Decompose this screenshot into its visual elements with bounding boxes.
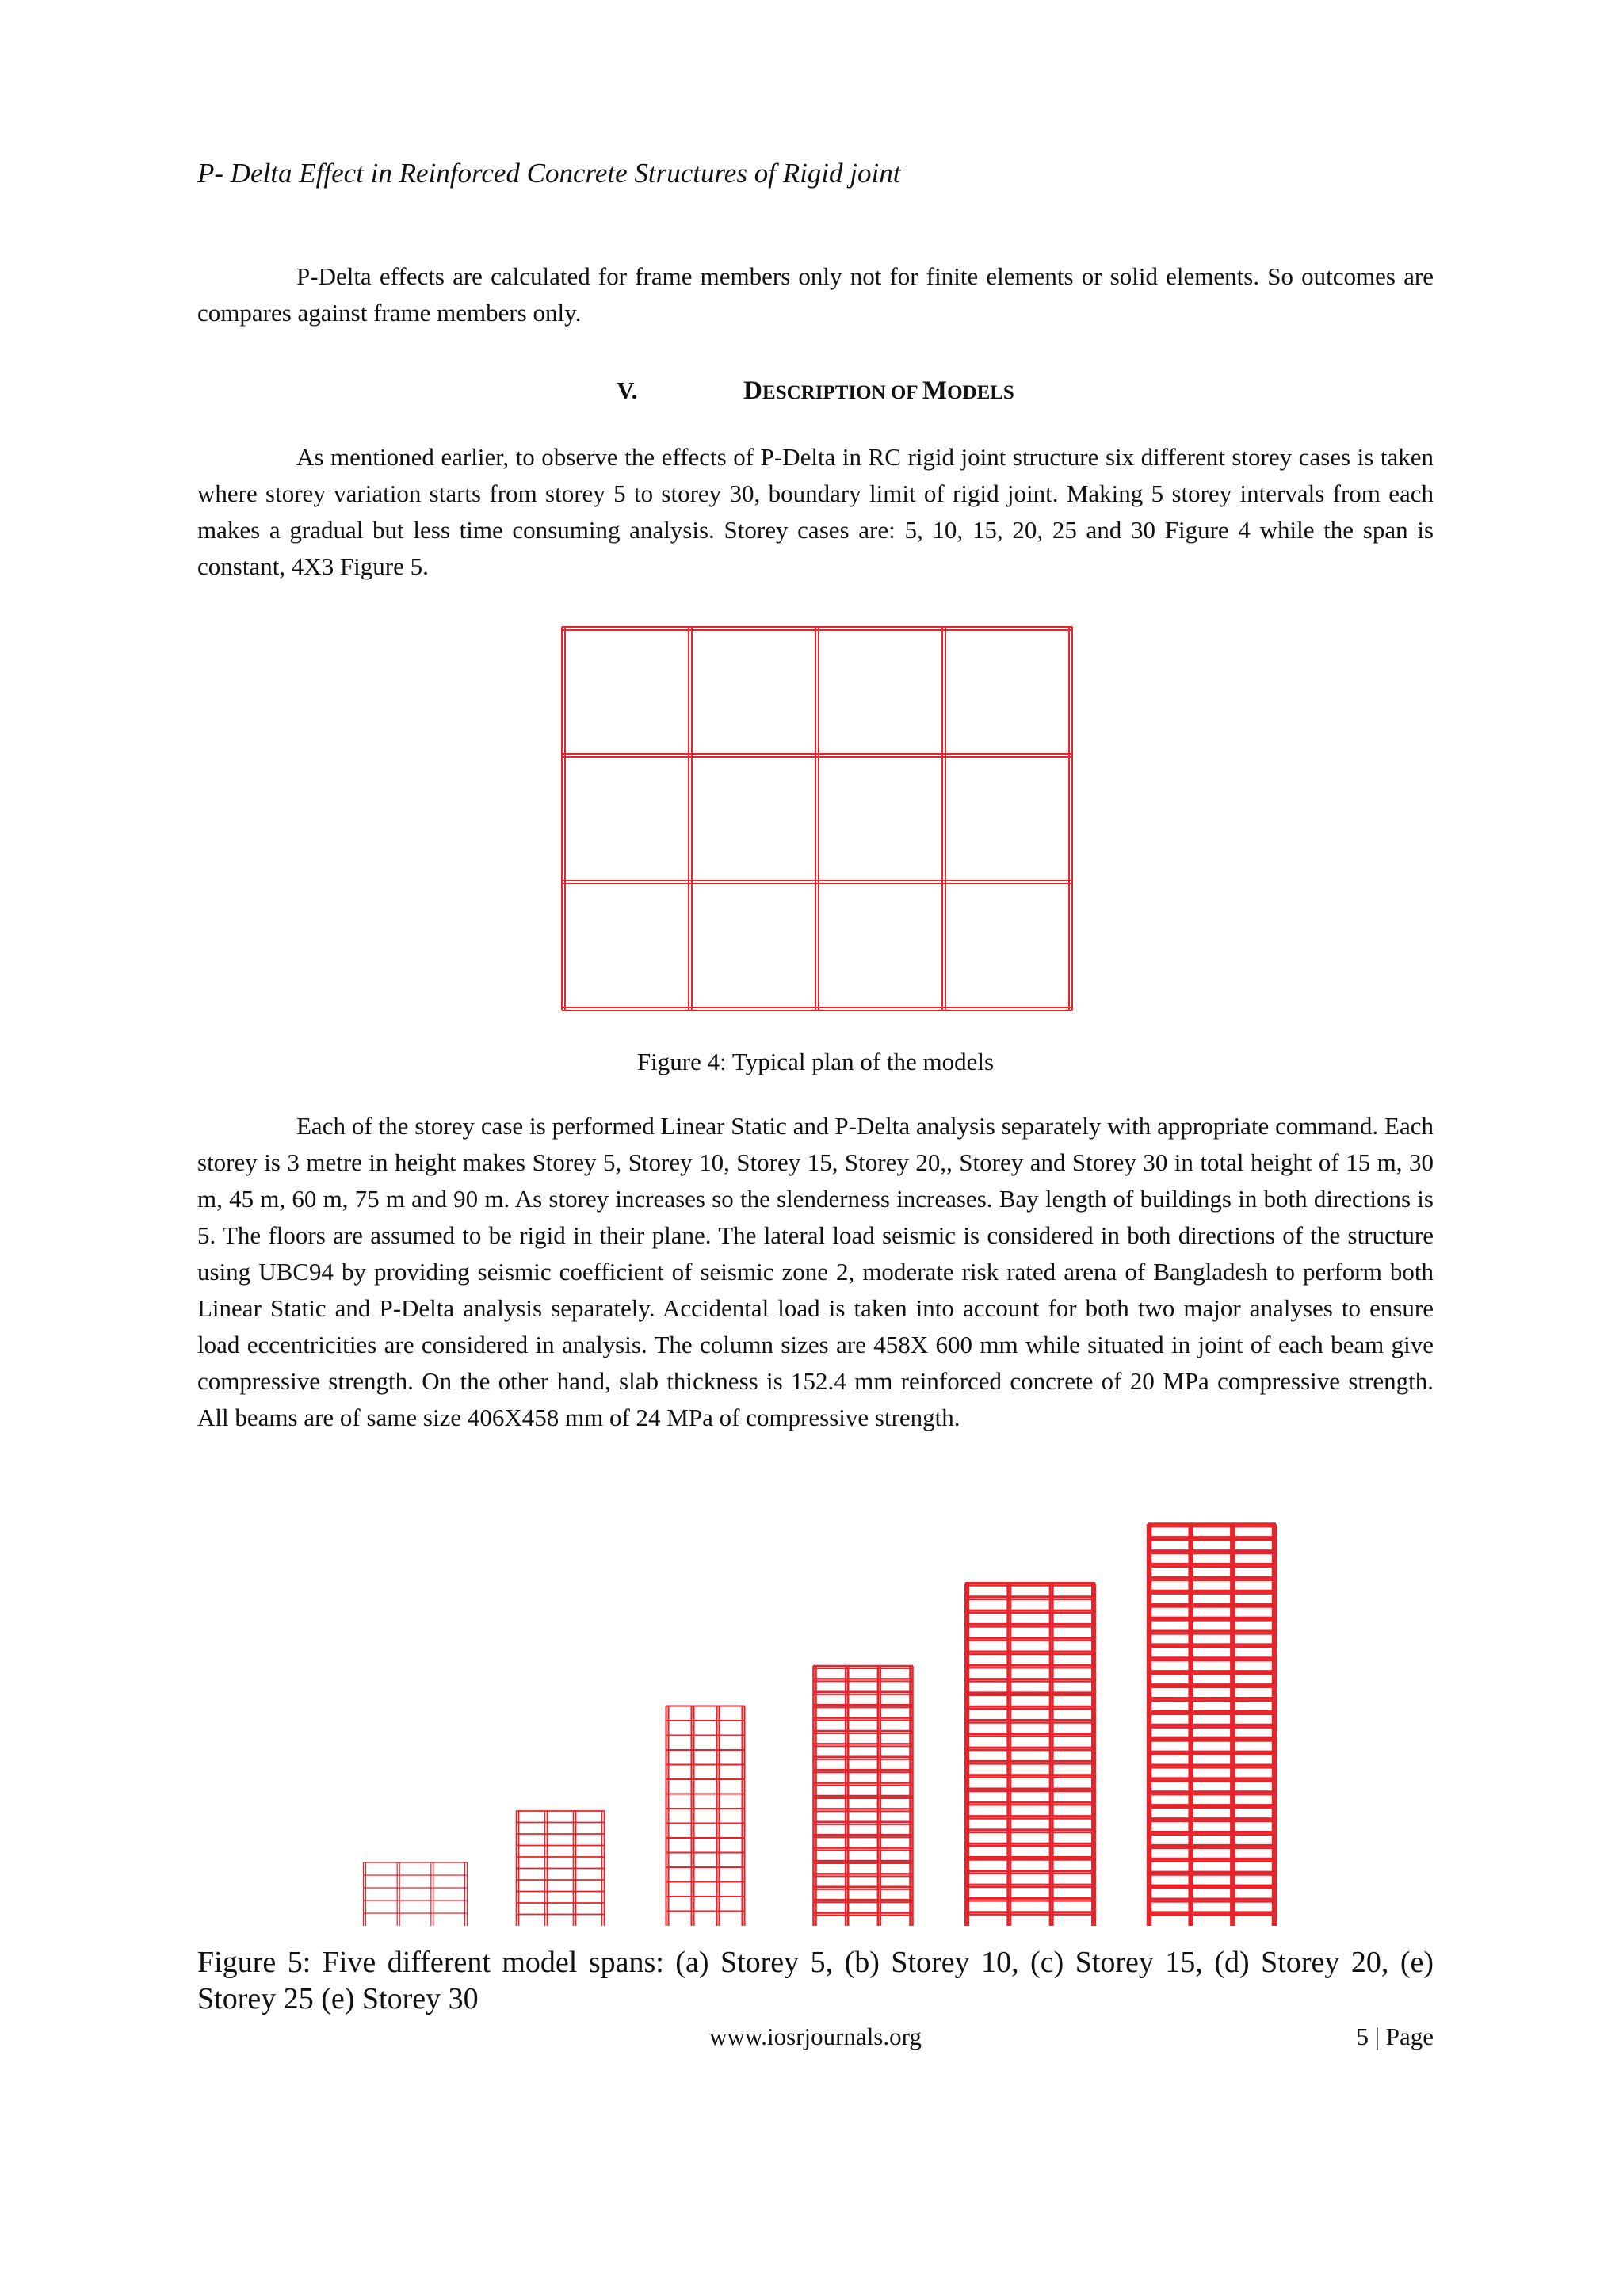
figure-5-elevation-models [349, 1518, 1300, 1930]
figure-4-caption: Figure 4: Typical plan of the models [636, 1048, 995, 1075]
footer-url: www.iosrjournals.org [709, 2023, 922, 2050]
figure-4-plan-grid [559, 625, 1075, 1013]
paragraph-1: P-Delta effects are calculated for frame members only not for finite elements or solid elements. So outcomes are compares against frame members only. [197, 262, 1434, 327]
paragraph-2: As mentioned earlier, to observe the effects of P-Delta in RC rigid joint structure six different storey cases is taken where storey variation starts from storey 5 to storey 30, boundary limit of rigid joint. Making 5 storey intervals from each makes a gradual but less time consuming analysis. Storey cases are: 5, 10, 15, 20, 25 and 30 Figure 4 while the span is constant, 4X3 Figure 5. [197, 443, 1434, 580]
section-title-part-1: D [743, 376, 763, 405]
elevation-model-storey-20 [813, 1666, 913, 1926]
elevation-model-storey-25 [965, 1584, 1095, 1927]
section-number: V. [617, 376, 638, 404]
section-heading [197, 372, 1434, 411]
elevation-model-storey-15 [666, 1706, 745, 1927]
footer-page-number: 5 | Page [1356, 2023, 1434, 2050]
section-title-part-3: M [922, 376, 948, 405]
running-head: P- Delta Effect in Reinforced Concrete Structures of Rigid joint [197, 158, 901, 189]
elevation-model-storey-30 [1148, 1524, 1276, 1926]
elevation-model-storey-10 [516, 1811, 605, 1926]
paragraph-3: Each of the storey case is performed Linear Static and P-Delta analysis separately with appropriate command. Each storey is 3 metre in height makes Storey 5, Storey 10, Storey 15, Storey 20,, Storey and Storey 30 in total height of 15 m, 30 m, 45 m, 60 m, 75 m and 90 m. As storey increases so the slenderness increases. Bay length of buildings in both directions is 5. The floors are assumed to be rigid in their plane. The lateral load seismic is considered in both directions of the structure using UBC94 by providing seismic coefficient of seismic zone 2, moderate risk rated arena of Bangladesh to perform both Linear Static and P-Delta analysis separately. Accidental load is taken into account for both two major analyses to ensure load eccentricities are considered in analysis. The column sizes are 458X 600 mm while situated in joint of each beam give compressive strength. On the other hand, slab thickness is 152.4 mm reinforced concrete of 20 MPa compressive strength. All beams are of same size 406X458 mm of 24 MPa of compressive strength. [197, 1112, 1434, 1431]
section-title-part-2: ESCRIPTION OF [762, 382, 922, 403]
section-title-part-4: ODELS [947, 382, 1014, 403]
elevation-model-storey-5 [363, 1862, 468, 1926]
figure-5-caption: Figure 5: Five different model spans: (a) Storey 5, (b) Storey 10, (c) Storey 15, (d) Storey 20, (e) Storey 25 (e) Storey 30 [197, 1946, 1434, 2015]
